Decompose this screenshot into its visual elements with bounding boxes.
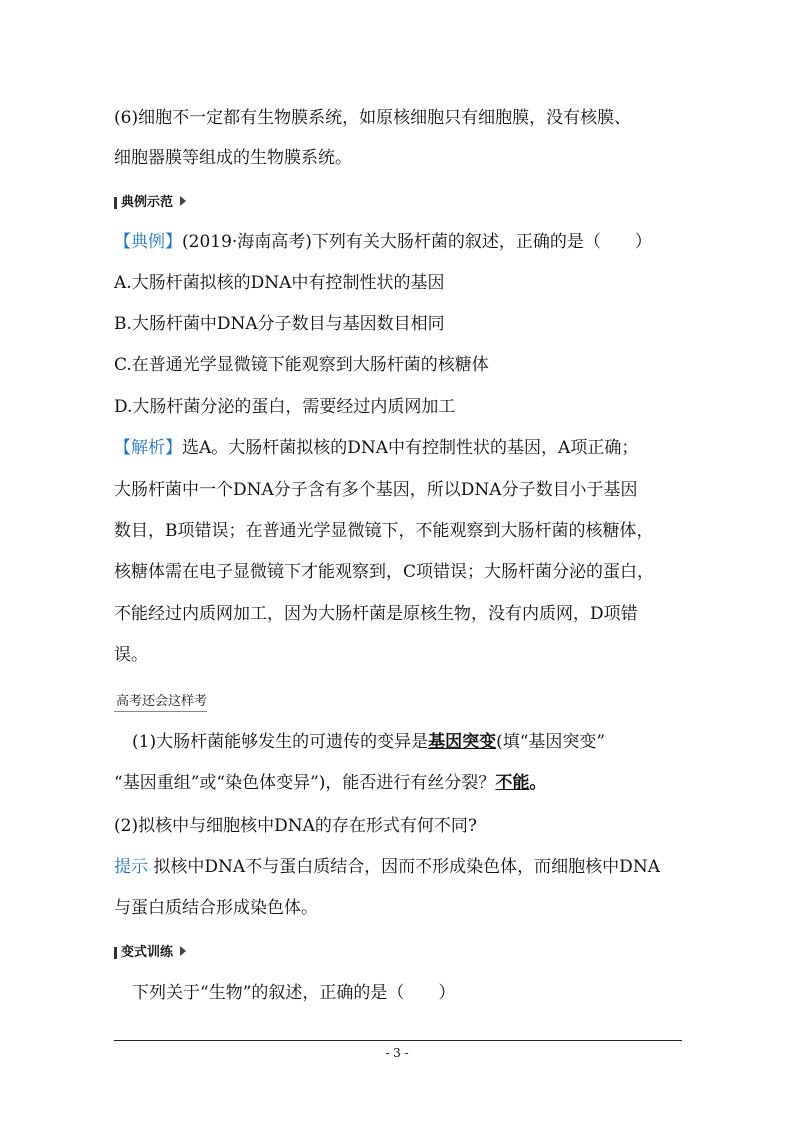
analysis-line6: 误。 (114, 645, 148, 665)
page-number: - 3 - (385, 1046, 409, 1060)
analysis-line1 (114, 437, 638, 459)
section-example-heading (114, 194, 186, 212)
hint-line2: 与蛋白质结合形成染色体。 (114, 898, 318, 918)
exam-q1-line2 (114, 772, 546, 794)
para6-line2: 细胞器膜等组成的生物膜系统。 (114, 148, 352, 168)
variant-question: 下列关于“生物”的叙述，正确的是（ ） (132, 983, 456, 1003)
section-exam-label: 高考还会这样考 (116, 694, 208, 709)
section-variant-label: 变式训练 (121, 945, 174, 960)
option-a: A.大肠杆菌拟核的DNA中有控制性状的基因 (114, 273, 445, 293)
heading-bar-icon (114, 947, 117, 959)
footer-rule (114, 1040, 682, 1041)
analysis-line4: 核糖体需在电子显微镜下才能观察到，C项错误；大肠杆菌分泌的蛋白， (114, 562, 655, 582)
exam-q1-l2-end: 。 (529, 773, 547, 793)
exam-q1-l2-answer: 不能 (495, 773, 530, 793)
heading-bar-icon (114, 197, 117, 209)
example-question-text: (2019·海南高考)下列有关大肠杆菌的叙述，正确的是（ ） (182, 232, 652, 252)
triangle-right-icon (180, 196, 186, 206)
exam-q1-post: (填“基因突变” (496, 732, 606, 752)
section-variant-heading (114, 944, 186, 962)
option-d: D.大肠杆菌分泌的蛋白，需要经过内质网加工 (114, 397, 456, 417)
example-question (114, 231, 652, 253)
exam-q1-l2-pre: “基因重组”或“染色体变异”)，能否进行有丝分裂？ (114, 773, 496, 793)
exam-q1-pre: (1)大肠杆菌能够发生的可遗传的变异是 (132, 732, 429, 752)
section-exam-heading (114, 693, 207, 712)
example-tag: 【典例】 (114, 232, 182, 252)
analysis-line2: 大肠杆菌中一个DNA分子含有多个基因，所以DNA分子数目小于基因 (114, 480, 638, 500)
exam-q1-line1 (132, 731, 605, 753)
option-b: B.大肠杆菌中DNA分子数目与基因数目相同 (114, 314, 445, 334)
triangle-right-icon (180, 946, 186, 956)
hint-text1: 拟核中DNA不与蛋白质结合，因而不形成染色体，而细胞核中DNA (153, 857, 660, 877)
analysis-text1: 选A。大肠杆菌拟核的DNA中有控制性状的基因，A项正确； (182, 438, 639, 458)
hint-line1 (114, 856, 660, 878)
analysis-tag: 【解析】 (114, 438, 182, 458)
analysis-line5: 不能经过内质网加工，因为大肠杆菌是原核生物，没有内质网，D项错 (114, 604, 638, 624)
exam-q1-answer: 基因突变 (428, 732, 497, 752)
hint-tag: 提示 (114, 857, 148, 877)
exam-q2: (2)拟核中与细胞核中DNA的存在形式有何不同? (114, 816, 477, 836)
para6-line1: (6)细胞不一定都有生物膜系统，如原核细胞只有细胞膜，没有核膜、 (114, 108, 632, 128)
option-c: C.在普通光学显微镜下能观察到大肠杆菌的核糖体 (114, 355, 489, 375)
analysis-line3: 数目，B项错误；在普通光学显微镜下，不能观察到大肠杆菌的核糖体， (114, 521, 654, 541)
section-example-label: 典例示范 (121, 195, 174, 210)
